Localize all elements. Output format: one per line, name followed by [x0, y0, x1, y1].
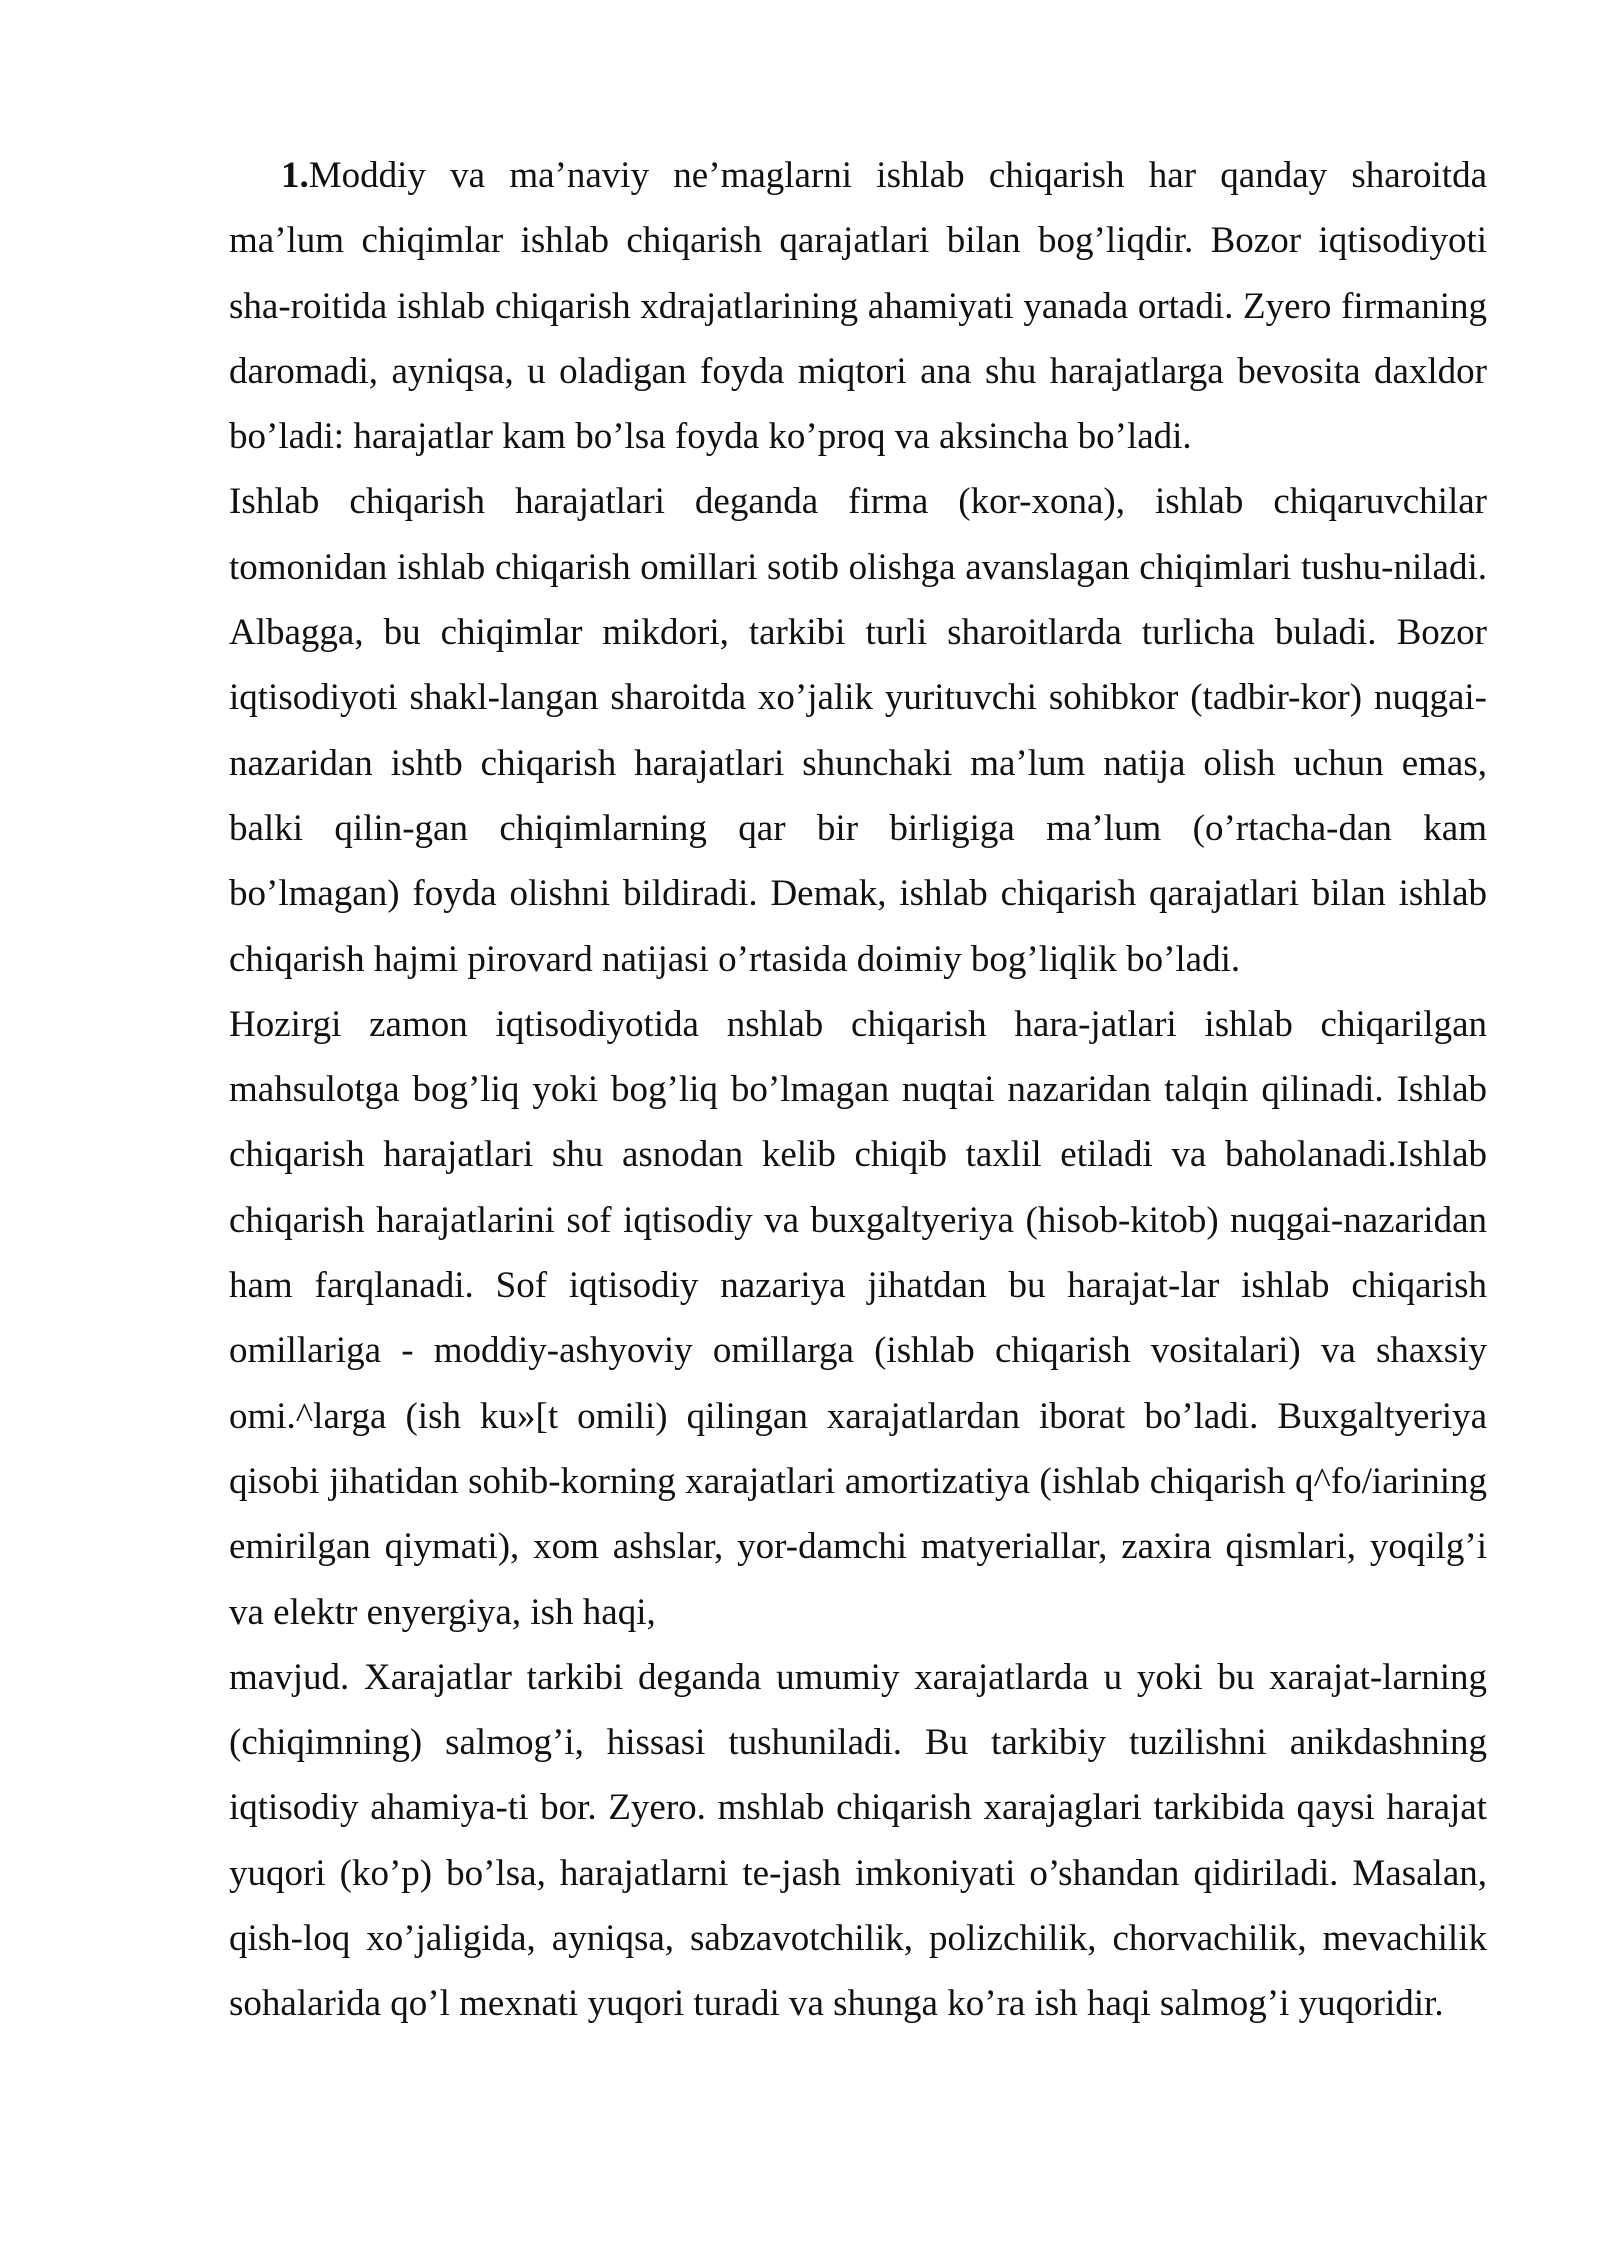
- paragraph-3: Hozirgi zamon iqtisodiyotida nshlab chiqarish hara-jatlari ishlab chiqarilgan mahsulotga bog’liq yoki bog’liq bo’lmagan nuqtai nazaridan talqin qilinadi. Ishlab chiqarish harajatlari shu asnodan kelib chiqib taxlil etiladi va baholanadi.Ishlab chiqarish harajatlarini sof iqtisodiy va buxgaltyeriya (hisob-kitob) nuqgai-nazaridan ham farqlanadi. Sof iqtisodiy nazariya jihatdan bu harajat-lar ishlab chiqarish omillariga - moddiy-ashyoviy omillarga (ishlab chiqarish vositalari) va shaxsiy omi.^larga (ish ku»[t omili) qilingan xarajatlardan iborat bo’ladi. Buxgaltyeriya qisobi jihatidan sohib-korning xarajatlari amortizatiya (ishlab chiqarish q^fo/iarining emirilgan qiymati), xom ashslar, yor-damchi matyeriallar, zaxira qismlari, yoqilg’i va elektr enyergiya, ish haqi,: [229, 1003, 1487, 1633]
- paragraph-4: mavjud. Xarajatlar tarkibi deganda umumiy xarajatlarda u yoki bu xarajat-larning (chiqimning) salmog’i, hissasi tushuniladi. Bu tarkibiy tuzilishni anikdashning iqtisodiy ahamiya-ti bor. Zyero. mshlab chiqarish xarajaglari tarkibida qaysi harajat yuqori (ko’p) bo’lsa, harajatlarni te-jash imkoniyati o’shandan qidiriladi. Masalan, qish-loq xo’jaligida, ayniqsa, sabzavotchilik, polizchilik, chorvachilik, mevachilik sohalarida qo’l mexnati yuqori turadi va shunga ko’ra ish haqi salmog’i yuqoridir.: [229, 1656, 1487, 2025]
- paragraph-1: [229, 143, 1487, 469]
- document-page: [229, 143, 1487, 2037]
- section-number: 1.: [281, 155, 309, 196]
- paragraph-1-text: Moddiy va ma’naviy ne’maglarni ishlab chiqarish har qanday sharoitda ma’lum chiqimlar ishlab chiqarish qarajatlari bilan bog’liqdir. Bozor iqtisodiyoti sha-roitida ishlab chiqarish xdrajatlarining ahamiyati yanada ortadi. Zyero firmaning daromadi, ayniqsa, u oladigan foyda miqtori ana shu harajatlarga bevosita daxldor bo’ladi: harajatlar kam bo’lsa foyda ko’proq va aksincha bo’ladi.: [229, 155, 1487, 458]
- paragraph-2: Ishlab chiqarish harajatlari deganda firma (kor-xona), ishlab chiqaruvchilar tomonidan ishlab chiqarish omillari sotib olishga avanslagan chiqimlari tushu-niladi. Albagga, bu chiqimlar mikdori, tarkibi turli sharoitlarda turlicha buladi. Bozor iqtisodiyoti shakl-langan sharoitda xo’jalik yurituvchi sohibkor (tadbir-kor) nuqgai-nazaridan ishtb chiqarish harajatlari shunchaki ma’lum natija olish uchun emas, balki qilin-gan chiqimlarning qar bir birligiga ma’lum (o’rtacha-dan kam bo’lmagan) foyda olishni bildiradi. Demak, ishlab chiqarish qarajatlari bilan ishlab chiqarish hajmi pirovard natijasi o’rtasida doimiy bog’liqlik bo’ladi.: [229, 481, 1487, 980]
